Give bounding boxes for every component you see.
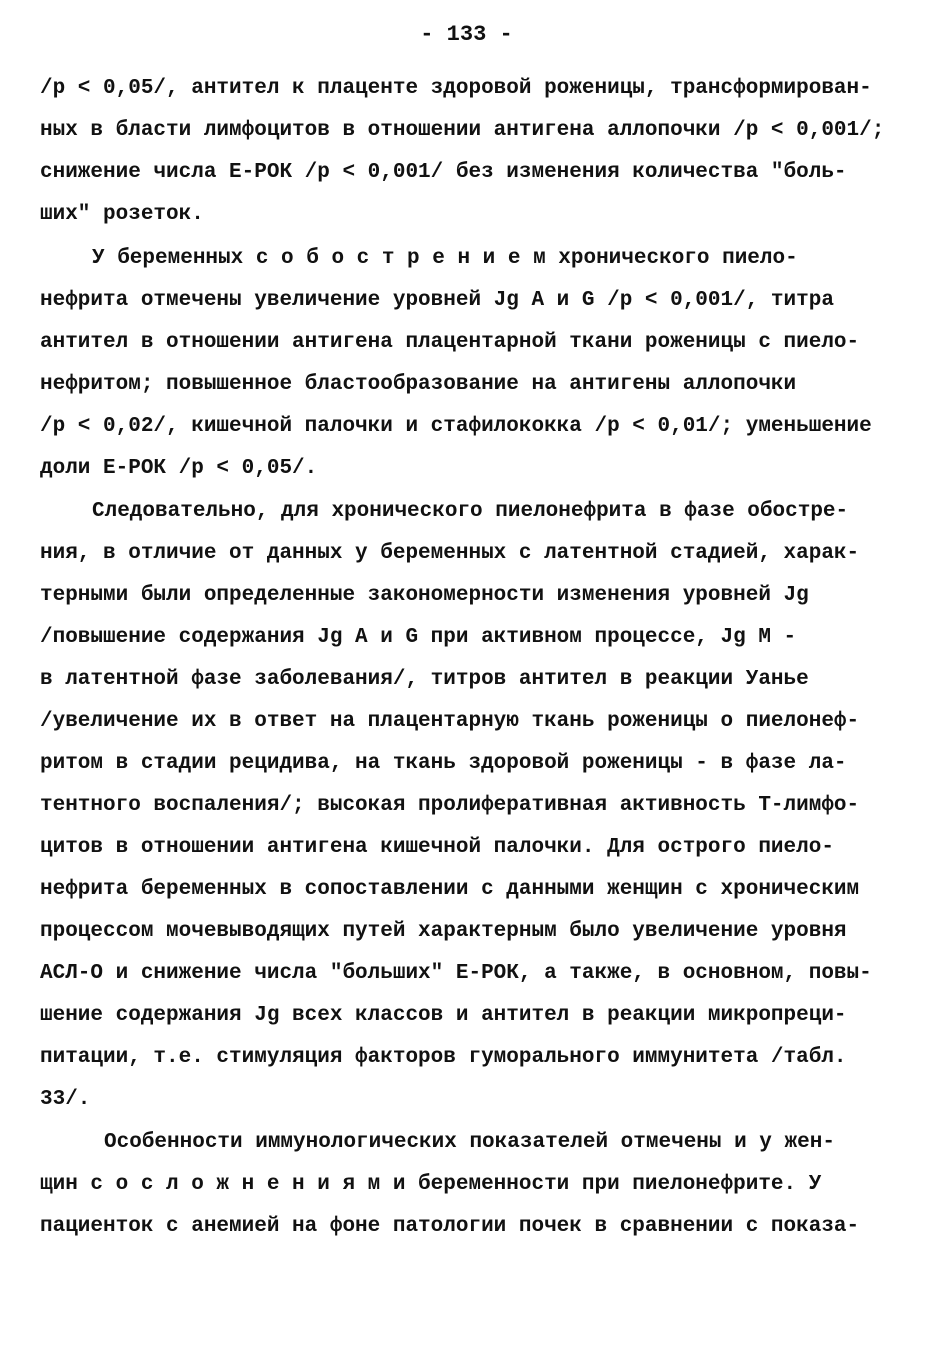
- text-line: Следовательно, для хронического пиелонефрита в фазе обостре-: [92, 500, 849, 523]
- text-line: в латентной фазе заболевания/, титров антител в реакции Уанье: [40, 668, 809, 691]
- text-line: ния, в отличие от данных у беременных с латентной стадией, харак-: [40, 542, 860, 565]
- text-line: У беременных с о б о с т р е н и е м хронического пиело-: [92, 247, 798, 270]
- text-line: нефрита отмечены увеличение уровней Jg А и G /р < 0,001/, титра: [40, 289, 834, 312]
- text-line: АСЛ-О и снижение числа "больших" Е-РОК, а также, в основном, повы-: [40, 962, 872, 985]
- text-line: ритом в стадии рецидива, на ткань здоровой роженицы - в фазе ла-: [40, 752, 847, 775]
- text-line: Особенности иммунологических показателей отмечены и у жен-: [104, 1131, 835, 1154]
- text-line: /р < 0,02/, кишечной палочки и стафилококка /р < 0,01/; уменьшение: [40, 415, 872, 438]
- text-line: доли Е-РОК /р < 0,05/.: [40, 457, 318, 480]
- text-line: /р < 0,05/, антител к плаценте здоровой роженицы, трансформирован-: [40, 77, 872, 100]
- text-line: 33/.: [40, 1088, 91, 1111]
- text-line: ных в бласти лимфоцитов в отношении антигена аллопочки /р < 0,001/;: [40, 119, 885, 142]
- text-line: /увеличение их в ответ на плацентарную ткань роженицы о пиелонеф-: [40, 710, 860, 733]
- page-number: - 133 -: [420, 22, 513, 47]
- text-line: питации, т.е. стимуляция факторов гуморального иммунитета /табл.: [40, 1046, 847, 1069]
- text-line: /повышение содержания Jg А и G при активном процессе, Jg М -: [40, 626, 797, 649]
- text-line: тентного воспаления/; высокая пролиферативная активность Т-лимфо-: [40, 794, 860, 817]
- text-line: цитов в отношении антигена кишечной палочки. Для острого пиело-: [40, 836, 834, 859]
- text-line: пациенток с анемией на фоне патологии почек в сравнении с показа-: [40, 1215, 860, 1238]
- text-line: снижение числа Е-РОК /р < 0,001/ без изменения количества "боль-: [40, 161, 847, 184]
- text-line: щин с о с л о ж н е н и я м и беременности при пиелонефрите. У: [40, 1173, 822, 1196]
- text-line: антител в отношении антигена плацентарной ткани роженицы с пиело-: [40, 331, 860, 354]
- text-line: терными были определенные закономерности изменения уровней Jg: [40, 584, 809, 607]
- text-line: ших" розеток.: [40, 203, 204, 226]
- text-line: шение содержания Jg всех классов и антител в реакции микропреци-: [40, 1004, 847, 1027]
- text-line: нефрита беременных в сопоставлении с данными женщин с хроническим: [40, 878, 860, 901]
- text-line: процессом мочевыводящих путей характерным было увеличение уровня: [40, 920, 847, 943]
- text-line: нефритом; повышенное бластообразование на антигены аллопочки: [40, 373, 797, 396]
